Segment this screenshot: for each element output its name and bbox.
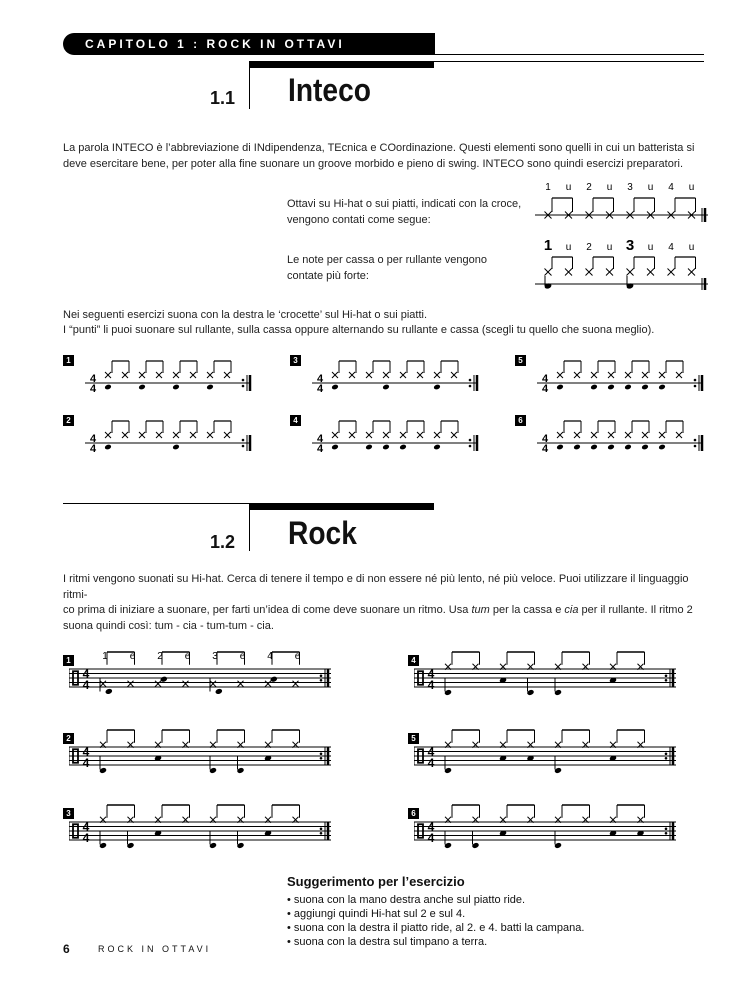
- count-label: 4: [668, 242, 674, 253]
- count-label: 1: [543, 237, 553, 254]
- section-title: Inteco: [288, 72, 371, 108]
- note-head: [641, 444, 649, 451]
- time-signature-bottom: 4: [541, 443, 549, 455]
- tip-item: • suona con la mano destra anche sul piatto ride.: [287, 893, 584, 907]
- note-head: [331, 384, 339, 391]
- repeat-dot: [320, 757, 323, 760]
- repeat-dot: [665, 752, 668, 755]
- hihat-cross: [332, 432, 338, 438]
- hihat-cross: [591, 432, 597, 438]
- rock-beat-exercise: [69, 630, 339, 715]
- hihat-cross: [155, 681, 161, 687]
- count-label: 1: [545, 182, 551, 193]
- drum-exercise: [83, 353, 273, 403]
- time-signature-bottom: 4: [427, 678, 435, 692]
- note-head: [573, 444, 581, 451]
- repeat-dot: [665, 757, 668, 760]
- drum-exercise: [310, 413, 500, 463]
- note-head: [104, 384, 112, 391]
- time-signature-bottom: 4: [316, 383, 324, 395]
- count-label: e: [294, 651, 301, 662]
- count-label: u: [565, 182, 572, 193]
- exercise-number: 2: [63, 733, 74, 744]
- hihat-cross: [349, 432, 355, 438]
- exercise-number: 3: [290, 355, 301, 366]
- rock-beat-exercise: [69, 725, 339, 785]
- section-rule: [250, 61, 704, 62]
- hihat-cross: [659, 432, 665, 438]
- hihat-cross: [625, 372, 631, 378]
- hihat-cross: [190, 372, 196, 378]
- tip-item: • suona con la destra il piatto ride, al 2. e 4. batti la campana.: [287, 921, 584, 935]
- note-head: [270, 676, 278, 683]
- time-signature-top: 4: [89, 373, 97, 385]
- time-signature-bottom: 4: [427, 756, 435, 770]
- section-rule-left: [63, 503, 250, 504]
- note-head: [160, 676, 168, 683]
- section-divider: [249, 61, 250, 109]
- hihat-cross: [122, 372, 128, 378]
- hihat-cross: [156, 432, 162, 438]
- hihat-cross: [625, 432, 631, 438]
- note-head: [556, 384, 564, 391]
- note-head: [206, 384, 214, 391]
- time-signature-top: 4: [89, 433, 97, 445]
- hihat-cross: [591, 372, 597, 378]
- counting-examples: [530, 178, 710, 298]
- counting-row-1: [535, 182, 708, 222]
- drum-exercise: [310, 353, 500, 403]
- hihat-cross: [434, 432, 440, 438]
- hihat-cross: [105, 372, 111, 378]
- hihat-cross: [451, 432, 457, 438]
- repeat-dot: [665, 827, 668, 830]
- exercise-number: 5: [408, 733, 419, 744]
- note-head: [104, 444, 112, 451]
- drum-exercise: [535, 353, 725, 403]
- exercise-number: 3: [63, 808, 74, 819]
- exercise-number: 1: [63, 655, 74, 666]
- hihat-cross: [366, 432, 372, 438]
- time-signature-top: 4: [541, 433, 549, 445]
- drum-exercise: [83, 413, 273, 463]
- repeat-dot: [320, 674, 323, 677]
- note-head: [658, 444, 666, 451]
- note-head: [138, 384, 146, 391]
- hihat-cross: [688, 269, 695, 276]
- note-head: [433, 444, 441, 451]
- repeat-dot: [694, 385, 697, 388]
- time-signature-top: 4: [82, 667, 90, 681]
- time-signature-bottom: 4: [82, 831, 90, 845]
- exercise-number: 4: [408, 655, 419, 666]
- note-head: [641, 384, 649, 391]
- hihat-cross: [574, 432, 580, 438]
- time-signature-bottom: 4: [89, 443, 97, 455]
- time-signature-top: 4: [316, 433, 324, 445]
- hihat-cross: [642, 432, 648, 438]
- hihat-cross: [105, 432, 111, 438]
- count-label: 4: [668, 182, 674, 193]
- hihat-cross: [183, 681, 189, 687]
- rock-beat-exercise: [414, 725, 684, 785]
- note-head: [607, 384, 615, 391]
- rock-beat-exercise: [414, 800, 684, 860]
- count-label: 3: [212, 651, 218, 662]
- repeat-dot: [320, 832, 323, 835]
- hihat-cross: [668, 269, 675, 276]
- repeat-dot: [665, 832, 668, 835]
- hihat-cross: [139, 432, 145, 438]
- hihat-cross: [265, 681, 271, 687]
- exercise-number: 5: [515, 355, 526, 366]
- exercise-number: 4: [290, 415, 301, 426]
- hihat-cross: [647, 269, 654, 276]
- hihat-cross: [417, 372, 423, 378]
- hihat-cross: [574, 372, 580, 378]
- hihat-cross: [332, 372, 338, 378]
- time-signature-top: 4: [541, 373, 549, 385]
- repeat-dot: [694, 439, 697, 442]
- hihat-cross: [642, 372, 648, 378]
- note-head: [590, 444, 598, 451]
- exercise-number: 1: [63, 355, 74, 366]
- counting-row-2: [535, 237, 708, 290]
- count-label: e: [184, 651, 191, 662]
- time-signature-top: 4: [316, 373, 324, 385]
- repeat-dot: [469, 439, 472, 442]
- drum-exercise: [535, 413, 725, 463]
- hihat-cross: [545, 269, 552, 276]
- note-head: [658, 384, 666, 391]
- section-title: Rock: [288, 515, 357, 551]
- hihat-cross: [383, 432, 389, 438]
- count-label: u: [565, 242, 572, 253]
- rock-intro-paragraph: I ritmi vengono suonati su Hi-hat. Cerca di tenere il tempo e di non essere né più lento, né più veloce. Puoi utilizzare il linguaggio ritmi- co prima di iniziare a suonare, per farti un’idea di come deve suonare un ritmo. Usa tum per la cassa e cia per il rullante. Il ritmo 2 suona quindi così: tum - cia - tum-tum - cia.: [63, 573, 693, 632]
- count-label: e: [239, 651, 246, 662]
- hihat-cross: [349, 372, 355, 378]
- section-divider: [249, 503, 250, 551]
- hihat-cross: [173, 372, 179, 378]
- running-title: ROCK IN OTTAVI: [98, 944, 212, 954]
- hihat-cross: [139, 372, 145, 378]
- hihat-cross: [100, 681, 106, 687]
- note-head: [399, 444, 407, 451]
- note-head: [590, 384, 598, 391]
- note-head: [382, 384, 390, 391]
- hihat-cross: [676, 372, 682, 378]
- rock-beat-exercise: [69, 800, 339, 860]
- exercise-number: 2: [63, 415, 74, 426]
- time-signature-bottom: 4: [541, 383, 549, 395]
- exercise-number: 6: [408, 808, 419, 819]
- note-head: [172, 384, 180, 391]
- instructions-line-2: I “punti” li puoi suonare sul rullante, sulla cassa oppure alternando su rullante e cassa (scegli tu quello che suona meglio).: [63, 324, 655, 336]
- tips-list: [287, 893, 584, 949]
- tips-title: Suggerimento per l’esercizio: [287, 874, 465, 889]
- time-signature-top: 4: [82, 820, 90, 834]
- hihat-cross: [293, 681, 299, 687]
- note-head: [607, 444, 615, 451]
- count-label: u: [606, 182, 613, 193]
- note-head: [624, 444, 632, 451]
- repeat-dot: [320, 679, 323, 682]
- hihat-cross: [434, 372, 440, 378]
- hihat-cross: [207, 432, 213, 438]
- time-signature-bottom: 4: [427, 831, 435, 845]
- count-label: u: [647, 242, 654, 253]
- hihat-cross: [224, 432, 230, 438]
- hihat-cross: [608, 372, 614, 378]
- count-label: u: [606, 242, 613, 253]
- count-label: e: [129, 651, 136, 662]
- intro-paragraph: La parola INTECO è l’abbreviazione di INdipendenza, TEcnica e COordinazione. Questi elementi sono quelli in cui un batterista si deve esercitare bene, per poter alla fine suonare un groove morbido e pieno di swing. INTECO sono quindi esercizi preparatori.: [63, 142, 695, 170]
- repeat-dot: [469, 445, 472, 448]
- hihat-cross: [207, 372, 213, 378]
- hihat-cross: [400, 432, 406, 438]
- hihat-cross: [210, 681, 216, 687]
- hihat-cross: [400, 372, 406, 378]
- count-label: 3: [627, 182, 633, 193]
- hihat-cross: [417, 432, 423, 438]
- hihat-cross: [659, 372, 665, 378]
- hihat-cross: [627, 269, 634, 276]
- repeat-dot: [320, 752, 323, 755]
- page-number: 6: [63, 942, 70, 956]
- count-label: 2: [157, 651, 163, 662]
- time-signature-top: 4: [427, 745, 435, 759]
- time-signature-top: 4: [82, 745, 90, 759]
- note-head: [382, 444, 390, 451]
- section-number: 1.2: [209, 532, 235, 552]
- note-head: [215, 688, 223, 695]
- count-label: u: [688, 242, 695, 253]
- repeat-dot: [320, 827, 323, 830]
- time-signature-bottom: 4: [316, 443, 324, 455]
- note-head: [105, 688, 113, 695]
- time-signature-bottom: 4: [89, 383, 97, 395]
- hihat-cross: [676, 432, 682, 438]
- repeat-dot: [242, 439, 245, 442]
- note-head: [172, 444, 180, 451]
- hihat-cross: [557, 432, 563, 438]
- note-head: [624, 384, 632, 391]
- hihat-cross: [366, 372, 372, 378]
- repeat-dot: [694, 379, 697, 382]
- section-title-bar: [250, 61, 434, 68]
- hihat-cross: [224, 372, 230, 378]
- rock-beat-exercise: [414, 647, 684, 707]
- count-label: 3: [625, 237, 635, 254]
- header-rule: [435, 54, 704, 55]
- hihat-cross: [156, 372, 162, 378]
- time-signature-top: 4: [427, 820, 435, 834]
- note-head: [331, 444, 339, 451]
- hihat-cross: [565, 269, 572, 276]
- hihat-cross: [122, 432, 128, 438]
- tip-item: • suona con la destra sul timpano a terra.: [287, 935, 584, 949]
- section-number: 1.1: [209, 88, 235, 108]
- count-label: u: [688, 182, 695, 193]
- hihat-cross: [451, 372, 457, 378]
- repeat-dot: [665, 674, 668, 677]
- repeat-dot: [242, 445, 245, 448]
- instructions-line-1: Nei seguenti esercizi suona con la destra le ‘crocette’ sul Hi-hat o sui piatti.: [63, 309, 427, 321]
- note-head: [556, 444, 564, 451]
- exercise-number: 6: [515, 415, 526, 426]
- note-head: [433, 384, 441, 391]
- repeat-dot: [242, 379, 245, 382]
- count-label: 1: [102, 651, 108, 662]
- repeat-dot: [694, 445, 697, 448]
- hihat-cross: [238, 681, 244, 687]
- time-signature-top: 4: [427, 667, 435, 681]
- accent-note: Le note per cassa o per rullante vengono contate più forte:: [287, 254, 487, 282]
- count-label: 2: [586, 242, 592, 253]
- tip-item: • aggiungi quindi Hi-hat sul 2 e sul 4.: [287, 907, 584, 921]
- chapter-header: CAPITOLO 1 : ROCK IN OTTAVI: [63, 33, 435, 55]
- hihat-cross: [190, 432, 196, 438]
- hihat-cross: [557, 372, 563, 378]
- repeat-dot: [242, 385, 245, 388]
- time-signature-bottom: 4: [82, 678, 90, 692]
- count-label: 4: [267, 651, 273, 662]
- repeat-dot: [469, 379, 472, 382]
- count-label: 2: [586, 182, 592, 193]
- hihat-cross: [383, 372, 389, 378]
- hihat-cross: [606, 269, 613, 276]
- hihat-cross: [128, 681, 134, 687]
- hihat-cross: [173, 432, 179, 438]
- count-label: u: [647, 182, 654, 193]
- hihat-cross: [608, 432, 614, 438]
- counting-note: Ottavi su Hi-hat o sui piatti, indicati con la croce, vengono contati come segue:: [287, 198, 522, 226]
- time-signature-bottom: 4: [82, 756, 90, 770]
- hihat-cross: [586, 269, 593, 276]
- repeat-dot: [469, 385, 472, 388]
- repeat-dot: [665, 679, 668, 682]
- note-head: [365, 444, 373, 451]
- section-title-bar: [250, 503, 434, 510]
